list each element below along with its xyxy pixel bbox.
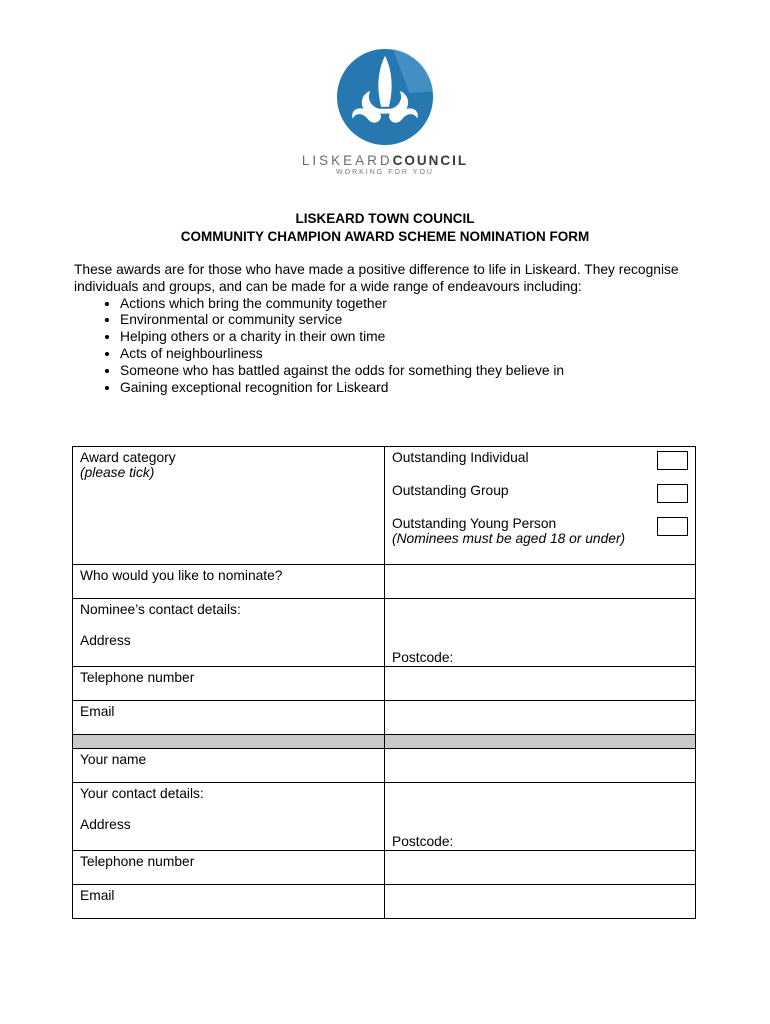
your-email-field[interactable] (385, 885, 696, 919)
your-telephone-label: Telephone number (73, 851, 385, 885)
nominee-contact-label: Nominee’s contact details: (80, 602, 241, 617)
list-item: • Actions which bring the community together (120, 296, 704, 313)
your-contact-label: Your contact details: (80, 786, 204, 801)
title-line-2: COMMUNITY CHAMPION AWARD SCHEME NOMINATION FORM (180, 229, 590, 244)
divider-cell (385, 735, 696, 749)
table-row (73, 599, 696, 667)
option-outstanding-young-person (392, 516, 688, 546)
nominee-email-field[interactable] (385, 701, 696, 735)
young-person-age-note: (Nominees must be aged 18 or under) (392, 531, 626, 546)
logo-tagline: WORKING FOR YOU (336, 169, 434, 176)
list-item: • Someone who has battled against the odds for something they believe in (120, 363, 704, 380)
list-item: • Acts of neighbourliness (120, 346, 704, 363)
tick-box-individual[interactable] (657, 451, 688, 470)
please-tick-note: (please tick) (80, 465, 155, 480)
tick-box-group[interactable] (657, 484, 688, 503)
form-title (0, 210, 770, 246)
table-row (73, 667, 696, 701)
your-email-label: Email (73, 885, 385, 919)
tick-box-young-person[interactable] (657, 517, 688, 536)
award-options-cell (385, 447, 696, 565)
nomination-form-table (72, 446, 696, 919)
nominee-email-label: Email (73, 701, 385, 735)
logo-wordmark: LISKEARDCOUNCIL (301, 153, 469, 168)
option-label: Outstanding Young Person (392, 516, 557, 531)
list-item: • Helping others or a charity in their own time (120, 329, 704, 346)
your-name-label: Your name (73, 749, 385, 783)
table-row (73, 565, 696, 599)
nominee-address-label: Address (80, 633, 131, 648)
your-address-label: Address (80, 817, 131, 832)
nominee-contact-cell (73, 599, 385, 667)
award-category-cell (73, 447, 385, 565)
your-contact-cell (73, 783, 385, 851)
nominee-telephone-field[interactable] (385, 667, 696, 701)
your-postcode-label: Postcode: (392, 834, 454, 849)
table-row (73, 749, 696, 783)
nominee-address-field[interactable] (385, 599, 696, 667)
fleur-de-lis-logo-icon (336, 48, 434, 146)
divider-cell (73, 735, 385, 749)
list-item: • Gaining exceptional recognition for Liskeard (120, 380, 704, 397)
section-divider-row (73, 735, 696, 749)
council-logo (0, 48, 770, 176)
table-row (73, 851, 696, 885)
intro-section (74, 262, 704, 396)
table-row (73, 447, 696, 565)
nominee-postcode-label: Postcode: (392, 650, 454, 665)
table-row (73, 885, 696, 919)
your-address-field[interactable] (385, 783, 696, 851)
award-category-label: Award category (80, 450, 176, 465)
intro-paragraph: These awards are for those who have made a positive difference to life in Liskeard. They recognise individuals and groups, and can be made for a wide range of endeavours including: (74, 262, 679, 294)
nominee-telephone-label: Telephone number (73, 667, 385, 701)
your-telephone-field[interactable] (385, 851, 696, 885)
nominee-name-field[interactable] (385, 565, 696, 599)
table-row (73, 783, 696, 851)
option-label: Outstanding Group (392, 483, 509, 498)
list-item: • Environmental or community service (120, 312, 704, 329)
endeavour-list (74, 296, 704, 397)
table-row (73, 701, 696, 735)
option-label: Outstanding Individual (392, 450, 529, 465)
your-name-field[interactable] (385, 749, 696, 783)
who-nominate-label: Who would you like to nominate? (73, 565, 385, 599)
option-outstanding-group (392, 483, 688, 516)
title-line-1: LISKEARD TOWN COUNCIL (295, 211, 475, 226)
option-outstanding-individual (392, 450, 688, 483)
